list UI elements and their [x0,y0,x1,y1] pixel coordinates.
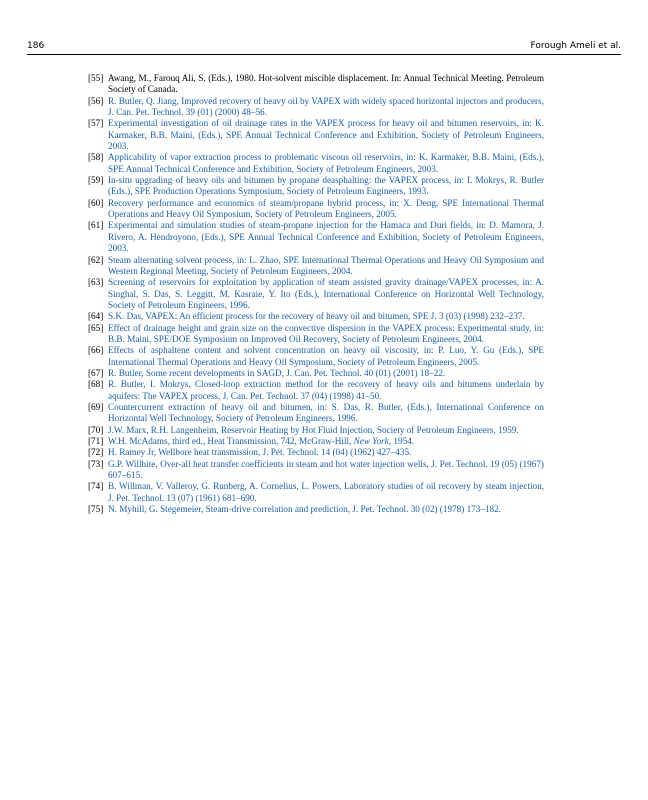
reference-item [88,198,544,221]
reference-number: [62] [88,254,104,265]
reference-link[interactable]: Recovery performance and economics of steam/propane hybrid process, in: X. Deng, SPE International Thermal Operations and Heavy Oil Symposium, Society of Petroleum Engineers, 2005. [108,197,544,220]
reference-list [88,73,544,515]
reference-number: [67] [88,367,104,378]
reference-number: [55] [88,73,104,83]
reference-item [88,118,544,152]
reference-number: [57] [88,118,104,129]
reference-item [88,277,544,311]
reference-link[interactable]: R. Butler, I. Mokrys, Closed-loop extraction method for the recovery of heavy oils and bitumens underlain by aquifers: The VAPEX process, J. Can. Pet. Technol. 37 (04) (1998) 41–50. [108,379,544,401]
reference-item [88,152,544,175]
reference-number: [56] [88,95,104,106]
reference-link[interactable]: J.W. Marx, R.H. Langenheim, Reservoir Heating by Hot Fluid Injection, Society of Petroleum Engineers, 1959. [108,424,519,435]
reference-item [88,220,544,254]
reference-number: [74] [88,481,104,492]
reference-item [88,255,544,278]
reference-link[interactable]: Applicability of vapor extraction process to problematic viscous oil reservoirs, in: K. Karmaker, B.B. Maini, (Eds.), SPE Annual Technical Conference and Exhibition, Society of Petroleum Engineers, 2003. [108,152,544,174]
reference-number: [60] [88,197,104,208]
reference-item [88,447,544,458]
reference-item [88,73,544,96]
reference-item [88,459,544,482]
reference-item [88,368,544,379]
reference-link[interactable]: Screening of reservoirs for exploitation by application of steam assisted gravity drainage/VAPEX processes, in: A. Singhal, S. Das, S. Leggitt, M. Kasraie, Y. Ito (Eds.), International Conference on Horizontal Well Technology, Society of Petroleum Engineers, 1996. [108,277,544,310]
reference-number: [68] [88,379,104,390]
reference-link[interactable]: S.K. Das, VAPEX: An efficient process for the recovery of heavy oil and bitumen, SPE J. 3 (03) (1998) 232–237. [108,311,525,322]
reference-item [88,436,544,447]
reference-link[interactable] [108,436,414,446]
reference-number: [73] [88,458,104,469]
reference-text-italic: New York [353,436,389,446]
reference-link[interactable]: H. Ramey Jr, Wellbore heat transmission, J. Pet. Technol. 14 (04) (1962) 427–435. [108,447,412,458]
reference-number: [61] [88,220,104,231]
reference-item [88,481,544,504]
reference-number: [75] [88,504,104,515]
reference-link[interactable]: Steam alternating solvent process, in: L. Zhao, SPE International Thermal Operations and Heavy Oil Symposium and Western Regional Meeting, Society of Petroleum Engineers, 2004. [108,254,544,276]
reference-item [88,323,544,346]
page-number: 186 [27,41,45,51]
reference-number: [69] [88,401,104,412]
reference-link[interactable]: Experimental and simulation studies of steam-propane injection for the Hamaca and Duri fields, in: D. Mamora, J. Rivero, A. Hendroyono, (Eds.), SPE Annual Technical Conference and Exhibition, Society of Petroleum Engineers, 2003. [108,220,544,254]
reference-item [88,504,544,515]
reference-item [88,425,544,436]
reference-text-part: , 1954. [388,436,415,446]
reference-item [88,96,544,119]
reference-link[interactable]: N. Myhill, G. Stegemeier, Steam-drive correlation and prediction, J. Pet. Technol. 30 (02) (1978) 173–182. [108,504,502,515]
reference-item [88,379,544,402]
reference-link[interactable]: Effect of drainage height and grain size on the convective dispersion in the VAPEX process: Experimental study, in: B.B. Maini, SPE/DOE Symposium on Improved Oil Recovery, Society of Petroleum Engineers, 2004. [108,322,544,344]
reference-number: [65] [88,322,104,333]
reference-link[interactable]: Experimental investigation of oil drainage rates in the VAPEX process for heavy oil and bitumen reservoirs, in: K. Karmaker, B.B. Maini, (Eds.), SPE Annual Technical Conference and Exhibition, Society of Petroleum Engineers, 2003. [108,118,544,152]
reference-item [88,175,544,198]
reference-link[interactable]: G.P. Willhite, Over-all heat transfer coefficients in steam and hot water injection wells, J. Pet. Technol. 19 (05) (1967) 607–615. [108,458,544,481]
reference-number: [66] [88,345,104,356]
reference-number: [72] [88,447,104,458]
reference-item [88,311,544,322]
running-head: Forough Ameli et al. [530,41,621,51]
reference-number: [71] [88,436,104,446]
reference-link[interactable]: R. Butler, Some recent developments in SAGD, J. Can. Pet. Technol. 40 (01) (2001) 18–22. [108,367,446,378]
reference-item [88,345,544,368]
reference-number: [63] [88,277,104,288]
reference-link[interactable]: R. Butler, Q. Jiang, Improved recovery of heavy oil by VAPEX with widely spaced horizontal injectors and producers, J. Can. Pet. Technol. 39 (01) (2000) 48–56. [108,95,544,118]
reference-link[interactable]: Effects of asphaltene content and solvent concentration on heavy oil viscosity, in: P. Luo, Y. Gu (Eds.), SPE International Thermal Operations and Heavy Oil Symposium, Society of Petroleum Engineers, 2005. [108,345,544,367]
reference-link[interactable]: In-situ upgrading of heavy oils and bitumen by propane deasphalting: the VAPEX process, in: I. Mokrys, R. Butler (Eds.), SPE Production Operations Symposium, Society of Petroleum Engineers, 1993. [108,175,544,197]
reference-number: [70] [88,424,104,435]
reference-text-part: W.H. McAdams, third ed., Heat Transmission, 742, McGraw-Hill, [108,436,354,446]
reference-item [88,402,544,425]
page-header [27,40,621,55]
reference-text: Awang, M., Farouq Ali, S. (Eds.), 1980. Hot-solvent miscible displacement. In: Annual Technical Meeting. Petroleum Society of Canada. [108,73,544,95]
reference-number: [59] [88,175,104,186]
reference-number: [64] [88,311,104,322]
reference-link[interactable]: Countercurrent extraction of heavy oil and bitumen, in: S. Das, R. Butler, (Eds.), International Conference on Horizontal Well Technology, Society of Petroleum Engineers, 1996. [108,401,544,424]
reference-number: [58] [88,152,104,163]
reference-link[interactable]: B. Willman, V. Valleroy, G. Runberg, A. Cornelius, L. Powers, Laboratory studies of oil recovery by steam injection, J. Pet. Technol. 13 (07) (1961) 681–690. [108,481,544,503]
